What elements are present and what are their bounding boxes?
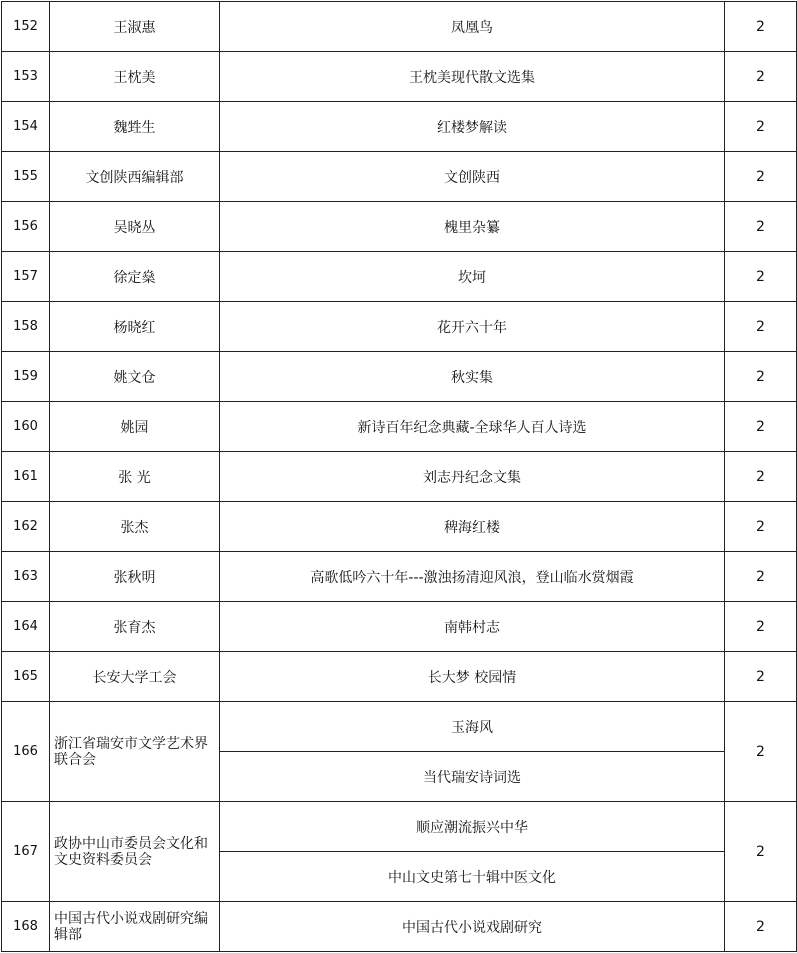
table-row [2, 702, 797, 752]
book-title-cell: 顺应潮流振兴中华 [220, 802, 725, 852]
row-number-cell: 164 [2, 602, 50, 652]
book-donation-table [1, 1, 797, 952]
row-number-cell: 152 [2, 2, 50, 52]
row-number-cell: 157 [2, 252, 50, 302]
book-title-cell: 秋实集 [220, 352, 725, 402]
book-title-cell: 南韩村志 [220, 602, 725, 652]
table-row [2, 402, 797, 452]
copies-count-cell: 2 [725, 702, 797, 802]
book-title-cell: 中国古代小说戏剧研究 [220, 902, 725, 952]
book-title-cell: 刘志丹纪念文集 [220, 452, 725, 502]
author-cell: 杨晓红 [50, 302, 220, 352]
row-number-cell: 166 [2, 702, 50, 802]
table-row [2, 52, 797, 102]
row-number-cell: 160 [2, 402, 50, 452]
author-cell: 徐定燊 [50, 252, 220, 302]
author-cell: 中国古代小说戏剧研究编辑部 [50, 902, 220, 952]
row-number-cell: 163 [2, 552, 50, 602]
author-cell: 姚文仓 [50, 352, 220, 402]
table-row [2, 602, 797, 652]
table-row [2, 902, 797, 952]
copies-count-cell: 2 [725, 902, 797, 952]
copies-count-cell: 2 [725, 602, 797, 652]
table-row [2, 102, 797, 152]
book-title-cell: 红楼梦解读 [220, 102, 725, 152]
row-number-cell: 167 [2, 802, 50, 902]
copies-count-cell: 2 [725, 2, 797, 52]
author-cell: 长安大学工会 [50, 652, 220, 702]
book-title-cell: 高歌低吟六十年---激浊扬清迎风浪，登山临水赏烟霞 [220, 552, 725, 602]
row-number-cell: 165 [2, 652, 50, 702]
row-number-cell: 159 [2, 352, 50, 402]
table-row [2, 2, 797, 52]
book-title-cell: 花开六十年 [220, 302, 725, 352]
table-row [2, 202, 797, 252]
copies-count-cell: 2 [725, 402, 797, 452]
book-title-cell: 坎坷 [220, 252, 725, 302]
book-title-cell: 稗海红楼 [220, 502, 725, 552]
table-body [2, 2, 797, 952]
author-cell: 吴晓丛 [50, 202, 220, 252]
row-number-cell: 153 [2, 52, 50, 102]
table-row [2, 252, 797, 302]
table-row [2, 652, 797, 702]
table-row [2, 152, 797, 202]
book-title-cell: 槐里杂纂 [220, 202, 725, 252]
table-row [2, 802, 797, 852]
book-title-cell: 中山文史第七十辑中医文化 [220, 852, 725, 902]
table-row [2, 452, 797, 502]
copies-count-cell: 2 [725, 102, 797, 152]
copies-count-cell: 2 [725, 502, 797, 552]
author-cell: 王淑惠 [50, 2, 220, 52]
book-title-cell: 长大梦 校园情 [220, 652, 725, 702]
author-cell: 张秋明 [50, 552, 220, 602]
author-cell: 张育杰 [50, 602, 220, 652]
copies-count-cell: 2 [725, 52, 797, 102]
table-row [2, 552, 797, 602]
table-row [2, 502, 797, 552]
copies-count-cell: 2 [725, 802, 797, 902]
author-cell: 张 光 [50, 452, 220, 502]
row-number-cell: 154 [2, 102, 50, 152]
row-number-cell: 162 [2, 502, 50, 552]
row-number-cell: 158 [2, 302, 50, 352]
copies-count-cell: 2 [725, 352, 797, 402]
book-title-cell: 王枕美现代散文选集 [220, 52, 725, 102]
book-title-cell: 玉海风 [220, 702, 725, 752]
row-number-cell: 156 [2, 202, 50, 252]
table-row [2, 302, 797, 352]
table-row [2, 352, 797, 402]
author-cell: 魏甡生 [50, 102, 220, 152]
row-number-cell: 155 [2, 152, 50, 202]
author-cell: 文创陕西编辑部 [50, 152, 220, 202]
copies-count-cell: 2 [725, 252, 797, 302]
copies-count-cell: 2 [725, 202, 797, 252]
book-title-cell: 凤凰鸟 [220, 2, 725, 52]
copies-count-cell: 2 [725, 652, 797, 702]
author-cell: 政协中山市委员会文化和文史资料委员会 [50, 802, 220, 902]
row-number-cell: 161 [2, 452, 50, 502]
author-cell: 张杰 [50, 502, 220, 552]
copies-count-cell: 2 [725, 452, 797, 502]
book-title-cell: 新诗百年纪念典藏-全球华人百人诗选 [220, 402, 725, 452]
book-title-cell: 当代瑞安诗词选 [220, 752, 725, 802]
copies-count-cell: 2 [725, 152, 797, 202]
copies-count-cell: 2 [725, 302, 797, 352]
author-cell: 浙江省瑞安市文学艺术界联合会 [50, 702, 220, 802]
book-title-cell: 文创陕西 [220, 152, 725, 202]
copies-count-cell: 2 [725, 552, 797, 602]
author-cell: 姚园 [50, 402, 220, 452]
row-number-cell: 168 [2, 902, 50, 952]
author-cell: 王枕美 [50, 52, 220, 102]
